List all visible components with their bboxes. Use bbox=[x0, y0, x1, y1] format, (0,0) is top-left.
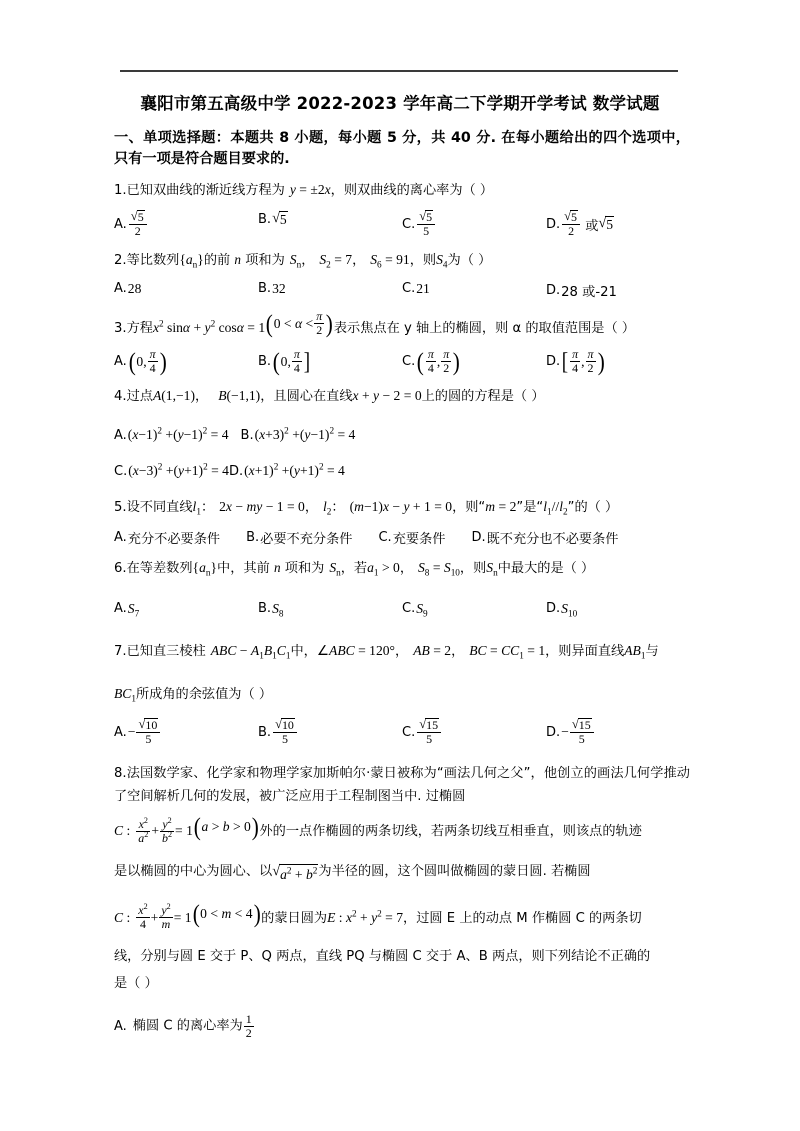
option-2-c-value: 21 bbox=[416, 280, 430, 296]
option-4-c[interactable] bbox=[114, 463, 229, 479]
option-3-b-value: ( 0, $\frac{\pi}{4}$ ] bbox=[272, 346, 311, 376]
option-5-c[interactable] bbox=[378, 528, 445, 547]
option-5-c-letter: C. bbox=[378, 529, 392, 545]
question-6-options bbox=[114, 601, 690, 617]
question-4-options-row-2 bbox=[114, 463, 690, 479]
question-5-eq-1: 2x − my − 1 = 0 bbox=[219, 499, 305, 515]
question-8-formula-2-term-2: $\frac{y^2}{m}$ bbox=[161, 902, 171, 932]
option-4-a-value: $(x-1)^2 +(y-1)^2 = 4$ bbox=[127, 425, 229, 443]
option-4-d[interactable] bbox=[229, 463, 345, 479]
question-7-stem-line-2 bbox=[114, 684, 690, 705]
option-8-a-text: 椭圆 C 的离心率为 bbox=[132, 1019, 243, 1035]
option-2-b-value: 32 bbox=[272, 280, 286, 296]
question-4-number: 4. bbox=[114, 389, 127, 405]
question-8-option-a[interactable] bbox=[114, 1013, 690, 1040]
question-8-para-2-text: 外的一点作椭圆的两条切线，若两条切线互相垂直，则该点的轨迹 bbox=[259, 824, 642, 840]
option-1-c-letter: C. bbox=[402, 217, 416, 233]
option-4-a-letter: A. bbox=[114, 427, 127, 443]
question-8-formula-1-condition: ( a > b > 0 ) bbox=[193, 812, 259, 842]
option-6-c-letter: C. bbox=[402, 601, 416, 617]
question-6-stem-mid: 中，其前 n 项和为 bbox=[217, 559, 325, 576]
option-3-c-value: ( $\frac{\pi}{4}$ , $\frac{\pi}{2}$ ) bbox=[416, 346, 461, 376]
option-5-a-letter: A. bbox=[114, 529, 127, 545]
question-3-stem bbox=[114, 308, 690, 339]
option-5-c-value: 充要条件 bbox=[392, 531, 446, 547]
option-2-c-letter: C. bbox=[402, 281, 416, 297]
option-1-c[interactable] bbox=[402, 211, 546, 239]
question-3-number: 3. bbox=[114, 320, 127, 336]
question-8-formula-1-term-1: $\frac{x^2}{a^2}$ bbox=[138, 815, 149, 845]
question-8-monge-circle: E : $x^2 + y^2 = 7$ bbox=[327, 908, 404, 925]
question-8-formula-2-term-1: $\frac{x^2}{4}$ bbox=[138, 902, 148, 932]
question-4-line: x + y − 2 = 0 bbox=[352, 388, 422, 404]
option-6-b-value: $S_8$ bbox=[272, 600, 284, 619]
option-1-b-value: √ 5 bbox=[272, 209, 287, 227]
question-4-point-a: A(1,−1) bbox=[152, 388, 195, 404]
question-7-stem-line-1: 7.已知直三棱柱 ABC − $A_1B_1C_1$中，∠ABC = 120°， AB = 2， BC = $CC_1 = 1$，则异面直线$AB_1$与 bbox=[114, 642, 659, 661]
option-6-d-value: $S_{10}$ bbox=[561, 600, 578, 619]
option-7-c-letter: C. bbox=[402, 724, 416, 740]
option-5-a-value: 充分不必要条件 bbox=[127, 531, 221, 547]
question-7-line-bc1: $BC_1$ bbox=[114, 685, 136, 704]
option-3-b[interactable] bbox=[258, 346, 402, 376]
option-4-b-value: $(x+3)^2 +(y-1)^2 = 4$ bbox=[254, 425, 356, 443]
option-6-b-letter: B. bbox=[258, 601, 272, 617]
option-6-c[interactable] bbox=[402, 601, 546, 617]
question-1-equation: y = ±2x bbox=[289, 182, 331, 198]
option-2-d[interactable] bbox=[546, 281, 690, 300]
question-8-formula-2-condition: ( 0 < m < 4 ) bbox=[192, 898, 261, 928]
question-8-formula-1-term-2: $\frac{y^2}{b^2}$ bbox=[161, 815, 173, 845]
option-7-a-value: √ 10 5 bbox=[136, 718, 160, 746]
question-1-stem-pre: 已知双曲线的渐近线方程为 bbox=[126, 183, 285, 199]
option-8-a-fraction: $\frac{1}{2}$ bbox=[245, 1011, 252, 1040]
question-7-angle: ∠ABC = 120° bbox=[316, 642, 395, 658]
question-8-number: 8. bbox=[114, 766, 127, 782]
question-7-ab: AB = 2 bbox=[413, 642, 452, 658]
option-4-d-letter: D. bbox=[228, 463, 244, 479]
question-8-paragraph-3 bbox=[114, 861, 690, 885]
question-1-options bbox=[114, 211, 690, 239]
question-4-stem-pre: 过点 bbox=[126, 389, 153, 405]
question-5-stem-pre: 设不同直线 bbox=[126, 500, 193, 516]
page-title: 襄阳市第五高级中学 2022-2023 学年高二下学期开学考试 数学试题 bbox=[140, 94, 660, 113]
option-3-c[interactable] bbox=[402, 346, 546, 376]
option-7-d-value: √ 15 5 bbox=[570, 718, 594, 746]
question-8-formula-2-label: C : bbox=[114, 909, 131, 925]
option-7-b-letter: B. bbox=[258, 724, 272, 740]
option-1-b-letter: B. bbox=[258, 211, 272, 227]
option-1-b[interactable] bbox=[258, 211, 402, 228]
option-4-a[interactable] bbox=[114, 427, 229, 443]
question-7-stem-post: 所成角的余弦值为（ ） bbox=[136, 686, 273, 702]
option-1-a[interactable] bbox=[114, 211, 258, 239]
question-7-stem-pre: 已知直三棱柱 bbox=[126, 643, 206, 659]
option-1-d[interactable]: D. √ 5 2 或 √ 5 bbox=[546, 209, 614, 239]
option-6-d[interactable] bbox=[546, 601, 690, 617]
question-8-para-4-post: ，过圆 E 上的动点 M 作椭圆 C 的两条切 bbox=[403, 910, 642, 926]
question-4-options-row-1 bbox=[114, 427, 690, 443]
question-1-stem bbox=[114, 180, 690, 201]
question-2-number: 2. bbox=[114, 252, 127, 268]
question-3-options bbox=[114, 346, 690, 376]
option-3-a[interactable] bbox=[114, 346, 258, 376]
question-8-para-3-post: 为半径的圆，这个圆叫做椭圆的蒙日圆. 若椭圆 bbox=[318, 864, 591, 880]
option-2-a-value: 28 bbox=[127, 280, 142, 296]
option-5-b-letter: B. bbox=[246, 529, 260, 545]
question-7-options bbox=[114, 718, 690, 746]
option-2-c[interactable] bbox=[402, 281, 546, 297]
question-7-number: 7. bbox=[114, 643, 127, 659]
option-5-d-value: 既不充分也不必要条件 bbox=[486, 531, 619, 547]
option-7-b-value: √ 10 5 bbox=[273, 718, 297, 746]
option-2-b-letter: B. bbox=[258, 281, 272, 297]
document-body bbox=[114, 128, 690, 1040]
option-7-a[interactable]: A. − √ 10 5 bbox=[114, 718, 258, 746]
option-6-a-letter: A. bbox=[114, 601, 127, 617]
option-6-b[interactable] bbox=[258, 601, 402, 617]
option-2-b[interactable] bbox=[258, 281, 402, 297]
question-3-stem-pre: 方程 bbox=[126, 320, 153, 336]
option-3-d-value: [ $\frac{\pi}{4}$ , $\frac{\pi}{2}$ ) bbox=[561, 346, 605, 376]
option-3-b-letter: B. bbox=[258, 354, 272, 370]
question-8-formula-1-label: C : bbox=[114, 823, 131, 839]
option-4-d-value: $(x+1)^2 +(y+1)^2 = 4$ bbox=[244, 461, 345, 479]
option-3-a-letter: A. bbox=[114, 354, 127, 370]
option-7-a-letter: A. bbox=[114, 724, 127, 740]
question-6-cond-1: $a_1 > 0$ bbox=[367, 559, 400, 578]
question-6-cond-2: $S_8 = S_{10}$ bbox=[418, 559, 460, 578]
question-7-prism: ABC − $A_1B_1C_1$ bbox=[210, 642, 291, 661]
option-6-a-value: $S_7$ bbox=[127, 600, 140, 619]
option-4-b[interactable] bbox=[241, 427, 356, 443]
question-8-formula-2-line: C : $\frac{x^2}{4}$ + $\frac{y^2}{m}$ = 1 ( 0 < m < 4 ) 的蒙日圆为E : $x^2 + y^2 = 7$，过圆 E 上的动点 M 作椭圆 C 的两条切 bbox=[114, 898, 642, 932]
option-2-d-letter: D. bbox=[546, 282, 561, 298]
option-7-c[interactable] bbox=[402, 718, 546, 746]
section-heading: 一、单项选择题：本题共 8 小题，每小题 5 分，共 40 分. 在每小题给出的四个选项中，只有一项是符合题目要求的. bbox=[114, 130, 690, 167]
option-1-d-value: √ 5 2 bbox=[562, 210, 580, 238]
question-5-stem: 5.设不同直线$l_1$： 2x − my − 1 = 0， $l_2$： (m−1)x − y + 1 = 0，则“m = 2”是“$l_1//l_2$”的（ ） bbox=[114, 499, 619, 517]
question-4-point-b: B(−1,1) bbox=[218, 388, 261, 404]
question-3-condition: ( 0 < α < $\frac{\pi}{2}$ ) bbox=[265, 308, 334, 338]
option-5-a[interactable] bbox=[114, 528, 220, 547]
question-8-paragraph-5 bbox=[114, 946, 690, 967]
question-8-radius-expression: √ $a^2 + b^2$ bbox=[272, 864, 318, 885]
option-4-c-value: $(x-3)^2 +(y+1)^2 = 4$ bbox=[128, 461, 229, 479]
question-6-stem: 6.在等差数列$\{a_n\}$中，其前 n 项和为 $S_n$，若$a_1 > 0$， $S_8 = S_{10}$，则$S_n$中最大的是（ ） bbox=[114, 559, 595, 578]
option-2-a[interactable] bbox=[114, 281, 258, 297]
option-1-a-letter: A. bbox=[114, 217, 127, 233]
question-2-stem-pre: 等比数列 bbox=[126, 252, 180, 268]
question-5-options bbox=[114, 528, 690, 547]
header-divider bbox=[120, 70, 678, 72]
question-8-para-3-pre: 是以椭圆的中心为圆心、以 bbox=[114, 864, 273, 880]
option-3-d[interactable] bbox=[546, 346, 690, 376]
question-6-number: 6. bbox=[114, 560, 127, 576]
question-8-paragraph-6 bbox=[114, 973, 690, 994]
question-3-equation: $x^2$ $\sin\alpha + y^2$ cosα = 1 bbox=[152, 318, 266, 335]
option-6-a[interactable] bbox=[114, 601, 258, 617]
question-8-para-4-pre: 的蒙日圆为 bbox=[261, 910, 328, 926]
option-6-c-value: $S_9$ bbox=[416, 600, 428, 619]
option-7-c-value: √ 15 5 bbox=[417, 718, 441, 746]
option-6-d-letter: D. bbox=[546, 601, 561, 617]
question-8-para-5-text: 线，分别与圆 E 交于 P、Q 两点，直线 PQ 与椭圆 C 交于 A、B 两点，则下列结论不正确的 bbox=[114, 948, 651, 964]
option-2-a-letter: A. bbox=[114, 281, 127, 297]
question-8-para-1-text: 法国数学家、化学家和物理学家加斯帕尔·蒙日被称为“画法几何之父”，他创立的画法几何学推动了空间解析几何的发展，被广泛应用于工程制图当中. 过椭圆 bbox=[114, 766, 690, 804]
question-2-cond-1: $S_2 = 7$ bbox=[319, 251, 353, 270]
option-1-d-letter: D. bbox=[546, 217, 561, 233]
option-3-c-letter: C. bbox=[402, 354, 416, 370]
question-1-number: 1. bbox=[114, 183, 127, 199]
question-4-stem-mid: ，且圆心在直线 bbox=[260, 389, 353, 405]
question-8-para-6-text: 是（ ） bbox=[114, 975, 158, 991]
option-5-d-letter: D. bbox=[471, 529, 486, 545]
question-1-stem-post: ，则双曲线的离心率为（ ） bbox=[330, 183, 494, 199]
question-2-stem: 2.等比数列$\{a_n\}$的前 n 项和为 $S_n$， $S_2 = 7$， $S_6 = 91$，则$S_4$为（ ） bbox=[114, 251, 492, 270]
option-5-d[interactable] bbox=[471, 528, 618, 547]
question-4-stem-post: 上的圆的方程是（ ） bbox=[421, 389, 545, 405]
question-2-stem-mid: 的前 n 项和为 bbox=[203, 251, 285, 268]
question-3-stem-post: 表示焦点在 y 轴上的椭圆，则 α 的取值范围是（ ） bbox=[333, 320, 636, 336]
question-2-cond-2: $S_6 = 91$ bbox=[370, 251, 410, 270]
question-6-stem-pre: 在等差数列 bbox=[126, 560, 193, 576]
option-3-a-value: ( 0, $\frac{\pi}{4}$ ) bbox=[128, 346, 167, 376]
option-1-c-value: √ 5 5 bbox=[417, 210, 435, 238]
option-8-a-letter: A. bbox=[114, 1019, 127, 1035]
option-7-d-letter: D. bbox=[546, 724, 561, 740]
question-8-formula-1-line: C : $\frac{x^2}{a^2}$ + $\frac{y^2}{b^2}$ = 1 ( a > b > 0 ) 外的一点作椭圆的两条切线，若两条切线互相垂直，则该点的轨迹 bbox=[114, 812, 642, 845]
question-2-options bbox=[114, 281, 690, 300]
question-5-number: 5. bbox=[114, 500, 127, 516]
question-7-bc: BC = $CC_1 = 1$ bbox=[469, 642, 546, 661]
option-2-d-value: 28 或-21 bbox=[561, 284, 617, 300]
option-7-d[interactable]: D. − √ 15 5 bbox=[546, 718, 690, 746]
option-5-b[interactable] bbox=[246, 528, 352, 547]
question-8-paragraph-1 bbox=[114, 762, 690, 807]
option-4-b-letter: B. bbox=[240, 427, 254, 443]
option-7-b[interactable] bbox=[258, 718, 402, 746]
option-1-a-value: √ 5 2 bbox=[129, 210, 147, 238]
question-5-eq-2: (m−1)x − y + 1 = 0 bbox=[349, 499, 453, 515]
option-3-d-letter: D. bbox=[546, 354, 561, 370]
question-4-stem: 4.过点A(1,−1)， B(−1,1)，且圆心在直线x + y − 2 = 0上的圆的方程是（ ） bbox=[114, 388, 545, 405]
option-4-c-letter: C. bbox=[114, 463, 128, 479]
option-5-b-value: 必要不充分条件 bbox=[260, 531, 353, 547]
